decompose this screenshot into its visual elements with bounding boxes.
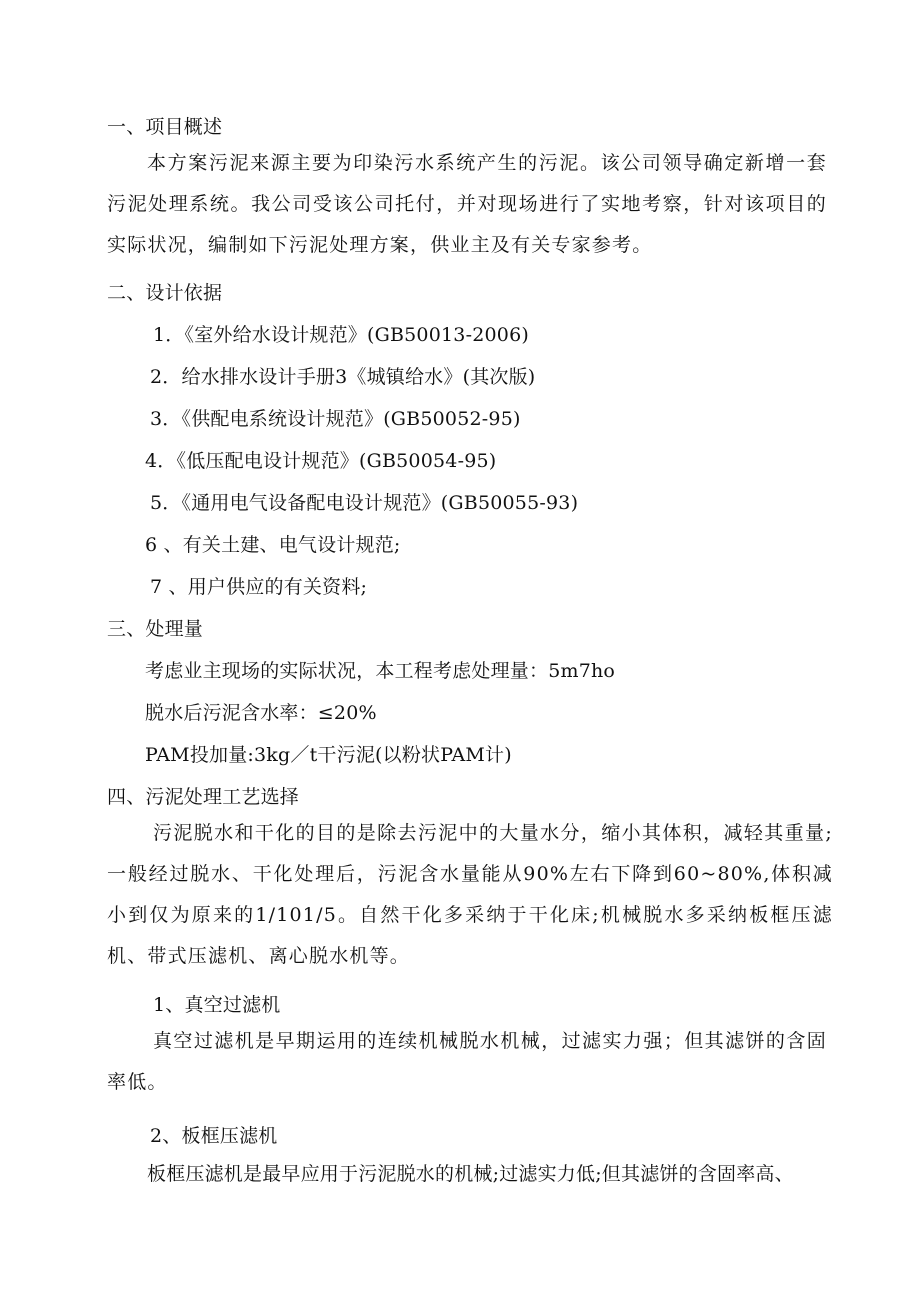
subsection-1-heading: 1、真空过滤机 (153, 994, 281, 1016)
subsection-2-body: 板框压滤机是最早应用于污泥脱水的机械;过滤实力低;但其滤饼的含固率高、 (147, 1163, 794, 1185)
reference-item-7: 7 、用户供应的有关资料; (150, 576, 368, 598)
pam-dosage-line: PAM投加量:3kg／t干污泥(以粉状PAM计) (145, 744, 512, 766)
reference-item-3: 3．《供配电系统设计规范》(GB50052-95) (150, 408, 521, 430)
section-2-heading: 二、设计依据 (107, 282, 223, 304)
subsection-1-body: 真空过滤机是早期运用的连续机械脱水机械，过滤实力强；但其滤饼的含固率低。 (107, 1030, 827, 1093)
section-1-heading: 一、项目概述 (107, 116, 223, 138)
subsection-2-heading: 2、板框压滤机 (150, 1125, 278, 1147)
reference-item-4: 4．《低压配电设计规范》(GB50054-95) (145, 450, 497, 472)
reference-item-1: 1．《室外给水设计规范》(GB50013-2006) (153, 324, 529, 346)
section-4-body: 污泥脱水和干化的目的是除去污泥中的大量水分，缩小其体积，减轻其重量;一般经过脱水、干化处理后，污泥含水量能从90%左右下降到60~80%,体积减小到仅为原来的1/101/5。自然干化多采纳于干化床;机械脱水多采纳板框压滤机、带式压滤机、离心脱水机等。 (107, 822, 833, 967)
reference-item-5: 5．《通用电气设备配电设计规范》(GB50055-93) (150, 492, 579, 514)
moisture-line: 脱水后污泥含水率：≤20% (145, 702, 377, 724)
reference-item-6: 6 、有关土建、电气设计规范; (145, 534, 401, 556)
section-3-heading: 三、处理量 (107, 618, 204, 640)
section-4-heading: 四、污泥处理工艺选择 (107, 786, 300, 808)
reference-item-2: 2．给水排水设计手册3《城镇给水》(其次版) (150, 366, 536, 388)
capacity-line: 考虑业主现场的实际状况，本工程考虑处理量：5m7ho (145, 660, 616, 682)
section-1-body: 本方案污泥来源主要为印染污水系统产生的污泥。该公司领导确定新增一套污泥处理系统。我公司受该公司托付，并对现场进行了实地考察，针对该项目的实际状况，编制如下污泥处理方案，供业主及有关专家参考。 (107, 152, 827, 256)
